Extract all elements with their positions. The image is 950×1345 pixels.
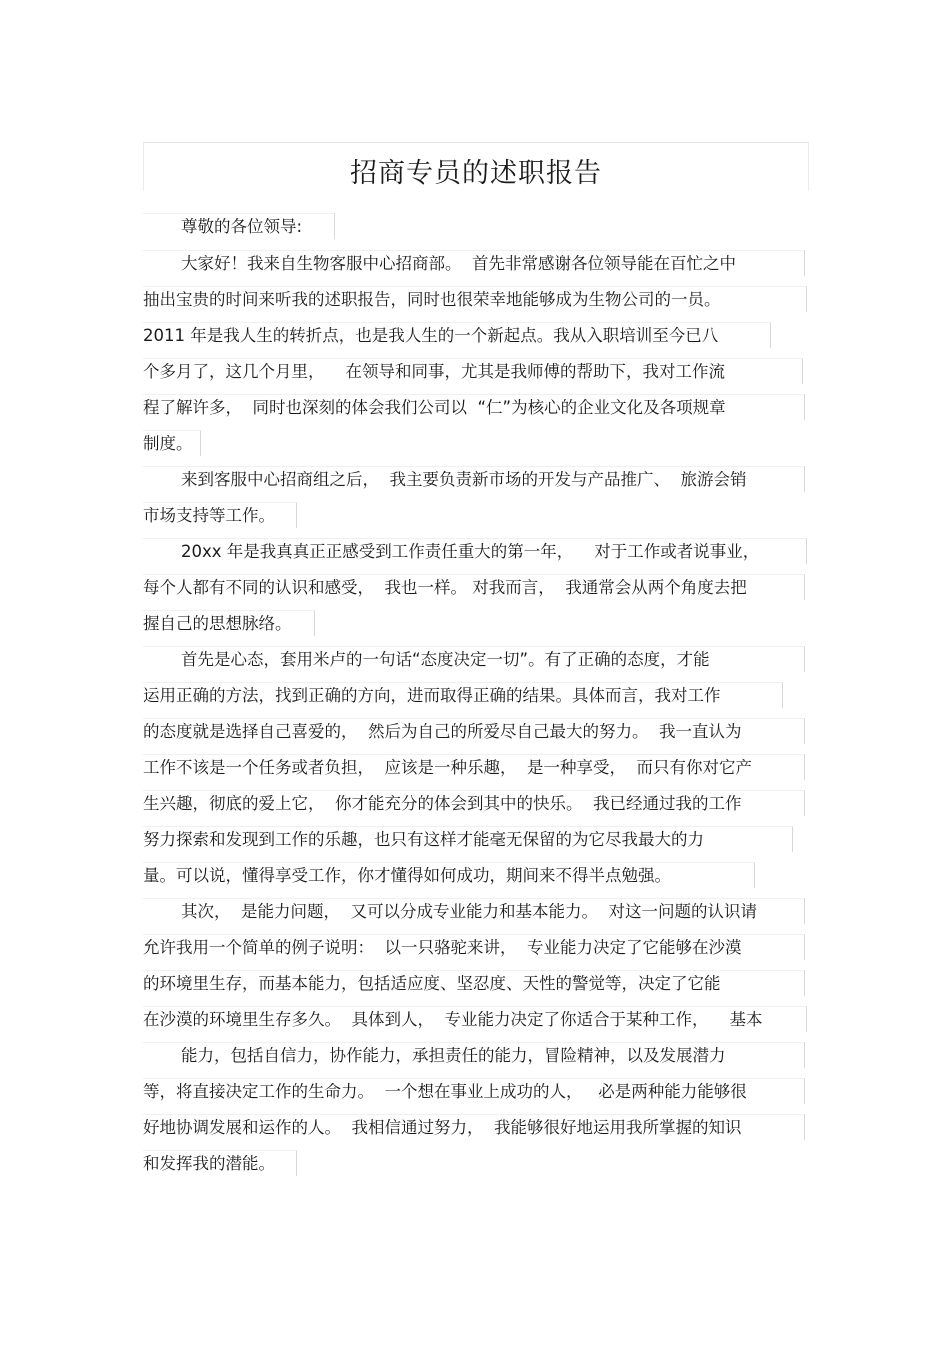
text-line: 和发挥我的潜能。 <box>143 1150 297 1176</box>
text-line: 尊敬的各位领导: <box>143 213 335 239</box>
text-line: 允许我用一个简单的例子说明： 以一只骆驼来讲， 专业能力决定了它能够在沙漠 <box>143 934 805 960</box>
text-line: 首先是心态，套用米卢的一句话“态度决定一切”。有了正确的态度，才能 <box>143 646 805 672</box>
document-title: 招商专员的述职报告 <box>350 158 602 189</box>
text-line: 个多月了，这几个月里， 在领导和同事，尤其是我师傅的帮助下，我对工作流 <box>143 358 803 384</box>
text-line: 抽出宝贵的时间来听我的述职报告，同时也很荣幸地能够成为生物公司的一员。 <box>143 286 807 312</box>
text-line: 努力探索和发现到工作的乐趣，也只有这样才能毫无保留的为它尽我最大的力 <box>143 826 793 852</box>
text-line: 市场支持等工作。 <box>143 502 297 528</box>
text-line: 制度。 <box>143 430 201 456</box>
text-line: 其次， 是能力问题， 又可以分成专业能力和基本能力。 对这一问题的认识请 <box>143 898 805 924</box>
text-line: 的态度就是选择自己喜爱的， 然后为自己的所爱尽自己最大的努力。 我一直认为 <box>143 718 805 744</box>
text-line: 程了解许多， 同时也深刻的体会我们公司以 “仁”为核心的企业文化及各项规章 <box>143 394 805 420</box>
text-line: 握自己的思想脉络。 <box>143 610 315 636</box>
text-line: 在沙漠的环境里生存多久。 具体到人， 专业能力决定了你适合于某种工作， 基本 <box>143 1006 807 1032</box>
text-line: 2011 年是我人生的转折点，也是我人生的一个新起点。我从入职培训至今已八 <box>143 322 771 348</box>
text-line: 来到客服中心招商组之后， 我主要负责新市场的开发与产品推广、 旅游会销 <box>143 466 805 492</box>
text-line: 生兴趣，彻底的爱上它， 你才能充分的体会到其中的快乐。 我已经通过我的工作 <box>143 790 805 816</box>
title-box <box>143 142 809 191</box>
text-line: 的环境里生存，而基本能力，包括适应度、坚忍度、天性的警觉等，决定了它能 <box>143 970 805 996</box>
text-line: 运用正确的方法，找到正确的方向，进而取得正确的结果。具体而言，我对工作 <box>143 682 783 708</box>
text-line: 等，将直接决定工作的生命力。 一个想在事业上成功的人， 必是两种能力能够很 <box>143 1078 805 1104</box>
text-line: 好地协调发展和运作的人。 我相信通过努力， 我能够很好地运用我所掌握的知识 <box>143 1114 805 1140</box>
text-line: 量。可以说，懂得享受工作，你才懂得如何成功，期间来不得半点勉强。 <box>143 862 755 888</box>
text-line: 每个人都有不同的认识和感受， 我也一样。 对我而言， 我通常会从两个角度去把 <box>143 574 805 600</box>
text-line: 工作不该是一个任务或者负担， 应该是一种乐趣， 是一种享受， 而只有你对它产 <box>143 754 805 780</box>
text-line: 20xx 年是我真真正正感受到工作责任重大的第一年， 对于工作或者说事业， <box>143 538 807 564</box>
text-line: 大家好！我来自生物客服中心招商部。 首先非常感谢各位领导能在百忙之中 <box>143 250 805 276</box>
text-line: 能力，包括自信力，协作能力，承担责任的能力，冒险精神，以及发展潜力 <box>143 1042 805 1068</box>
